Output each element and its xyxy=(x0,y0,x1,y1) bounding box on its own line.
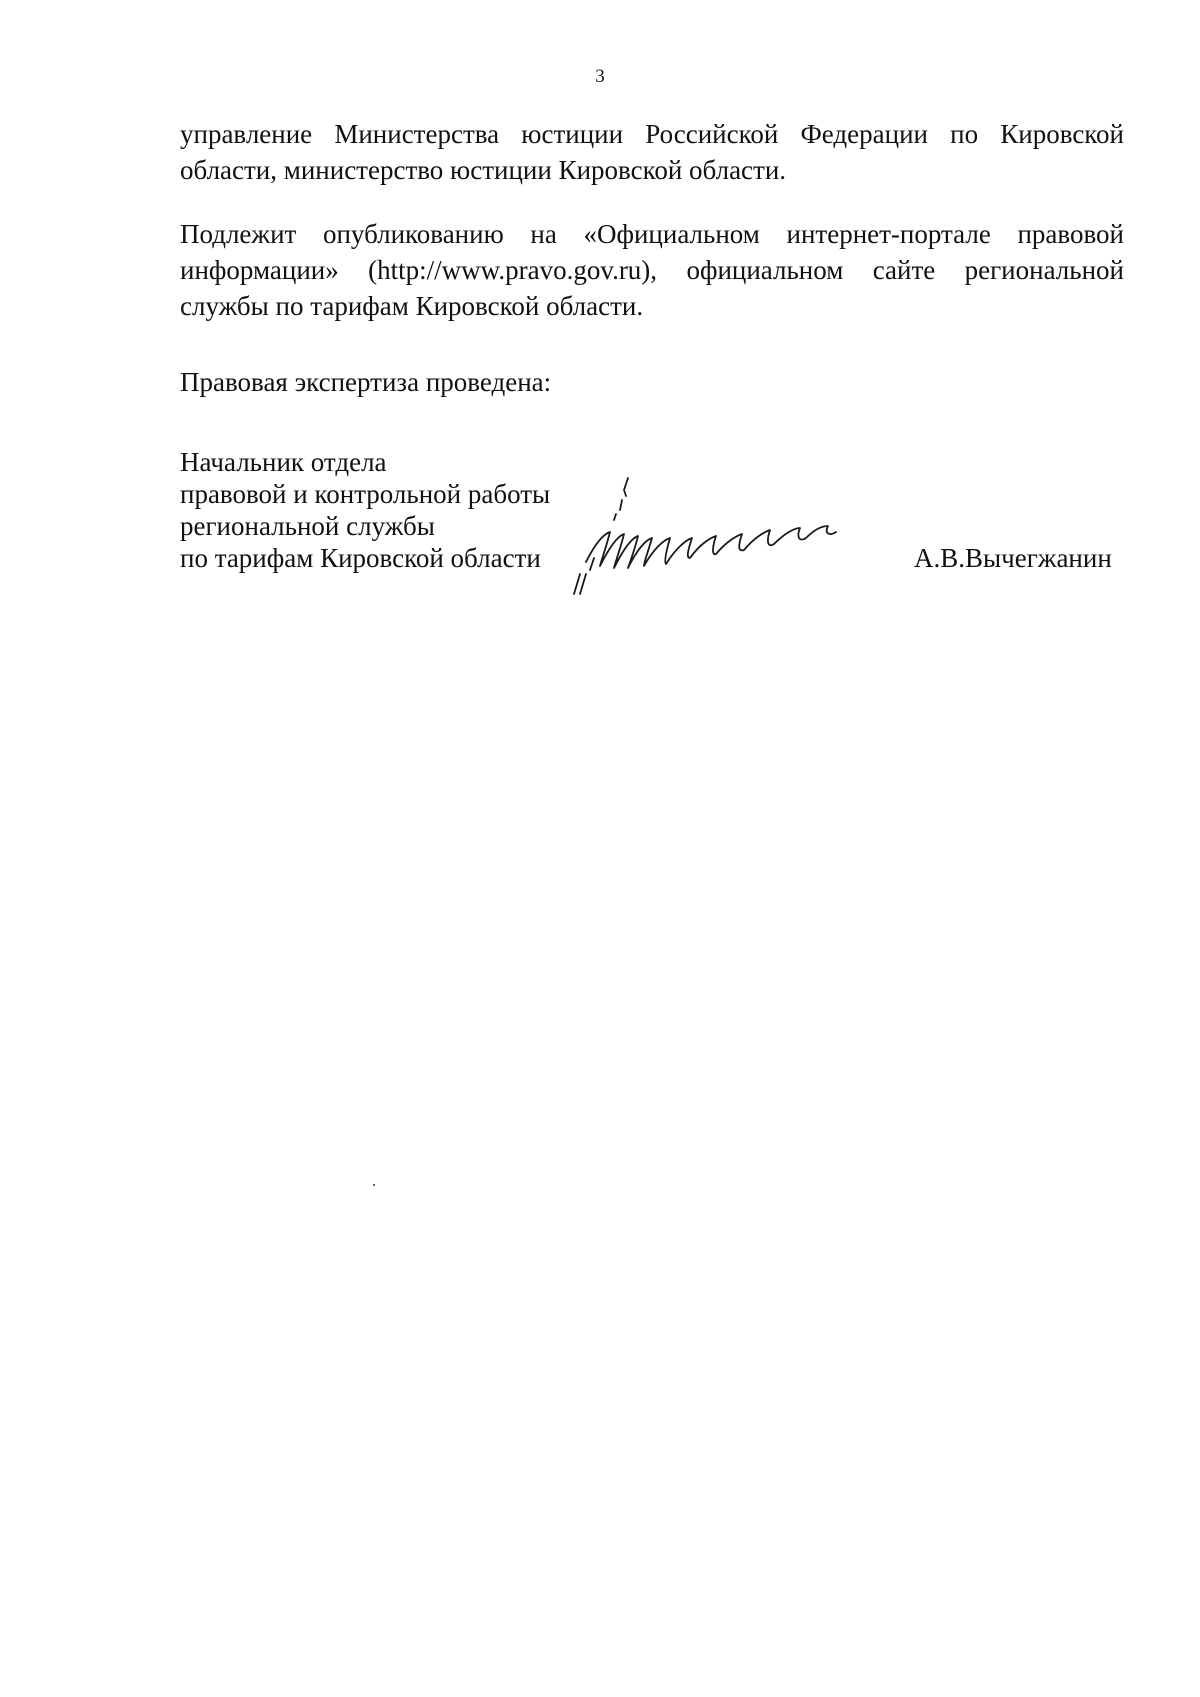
page-number: 3 xyxy=(595,66,605,87)
scan-speck xyxy=(373,1184,375,1186)
signatory-position xyxy=(180,446,550,574)
signatory-name: А.В.Вычегжанин xyxy=(914,543,1112,573)
position-line: по тарифам Кировской области xyxy=(180,543,541,573)
paragraph-publication: Подлежит опубликованию на «Официальном интернет-портале правовой информации» (http://www.pravo.gov.ru), официальном сайте региональной службы по тарифам Кировской области. xyxy=(180,219,1124,321)
paragraph-legal-review: Правовая экспертиза проведена: xyxy=(180,367,552,397)
position-line: правовой и контрольной работы xyxy=(180,479,551,509)
position-line: региональной службы xyxy=(180,511,435,541)
position-line: Начальник отдела xyxy=(180,447,387,477)
paragraph-recipients: управление Министерства юстиции Российской Федерации по Кировской области, министерство юстиции Кировской области. xyxy=(180,119,1124,185)
handwritten-signature xyxy=(566,470,878,600)
